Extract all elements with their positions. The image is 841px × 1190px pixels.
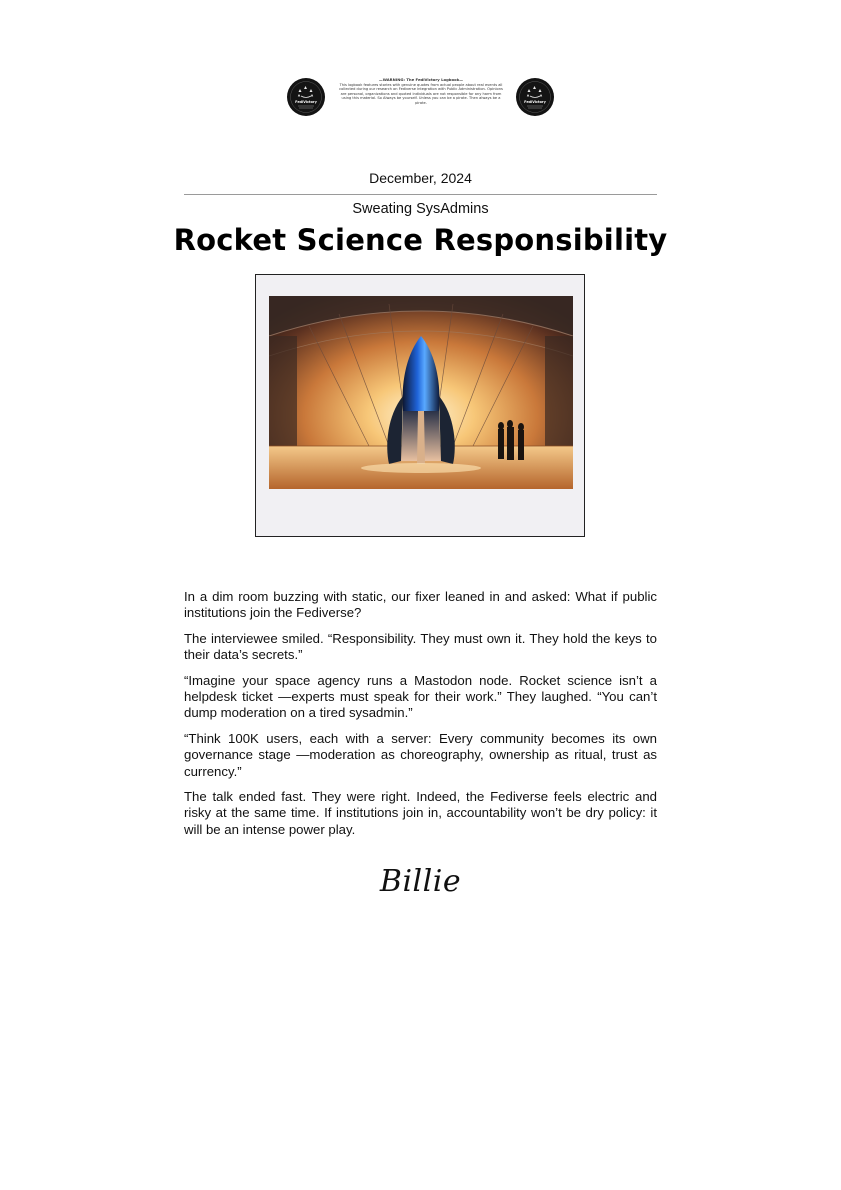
rocket-hangar-photo (269, 296, 573, 489)
logbook-header (0, 76, 841, 120)
seal-right-icon (516, 78, 554, 116)
polaroid-frame (255, 274, 585, 537)
paragraph: The interviewee smiled. “Responsibility. They must own it. They hold the keys to their data’s secrets.” (184, 630, 657, 663)
seal-left-label: FediVictory (295, 100, 317, 104)
seal-left-icon (287, 78, 325, 116)
paragraph: “Think 100K users, each with a server: Every community becomes its own governance stage —moderation as choreography, ownership as ritual, trust as currency.” (184, 730, 657, 779)
warning-notice (336, 78, 506, 106)
article-title: Rocket Science Responsibility (173, 223, 668, 257)
article-kicker: Sweating SysAdmins (352, 201, 489, 217)
header-divider (184, 194, 657, 195)
seal-right-label: FediVictory (524, 100, 546, 104)
rocket-illustration (269, 296, 573, 489)
article-body (184, 589, 657, 847)
paragraph: The talk ended fast. They were right. Indeed, the Fediverse feels electric and risky at the same time. If institutions join in, accountability won’t be dry policy: it will be an intense power play. (184, 789, 657, 837)
paragraph: In a dim room buzzing with static, our fixer leaned in and asked: What if public institutions join the Fediverse? (184, 589, 657, 621)
warning-title: —WARNING: The FediVictory Logbook— (378, 77, 464, 82)
paragraph: “Imagine your space agency runs a Mastodon node. Rocket science isn’t a helpdesk ticket —experts must speak for their work.” They laughed. “You can’t dump moderation on a tired sysadmin.” (184, 672, 657, 721)
fedivictory-seal-right (516, 78, 554, 116)
article-date: December, 2024 (369, 170, 472, 186)
fedivictory-seal-left (287, 78, 325, 116)
author-signature: Billie (379, 864, 462, 899)
warning-body: This logbook features stories with genuine quotes from actual people about real events all collected during our research on Fediverse integration with Public Administration. Opinions are personal, organizations and quoted individuals are not responsible for any harm from using this material. So Always be yourself. Unless you can be a pirate. Then always be a pirate. (339, 82, 503, 105)
